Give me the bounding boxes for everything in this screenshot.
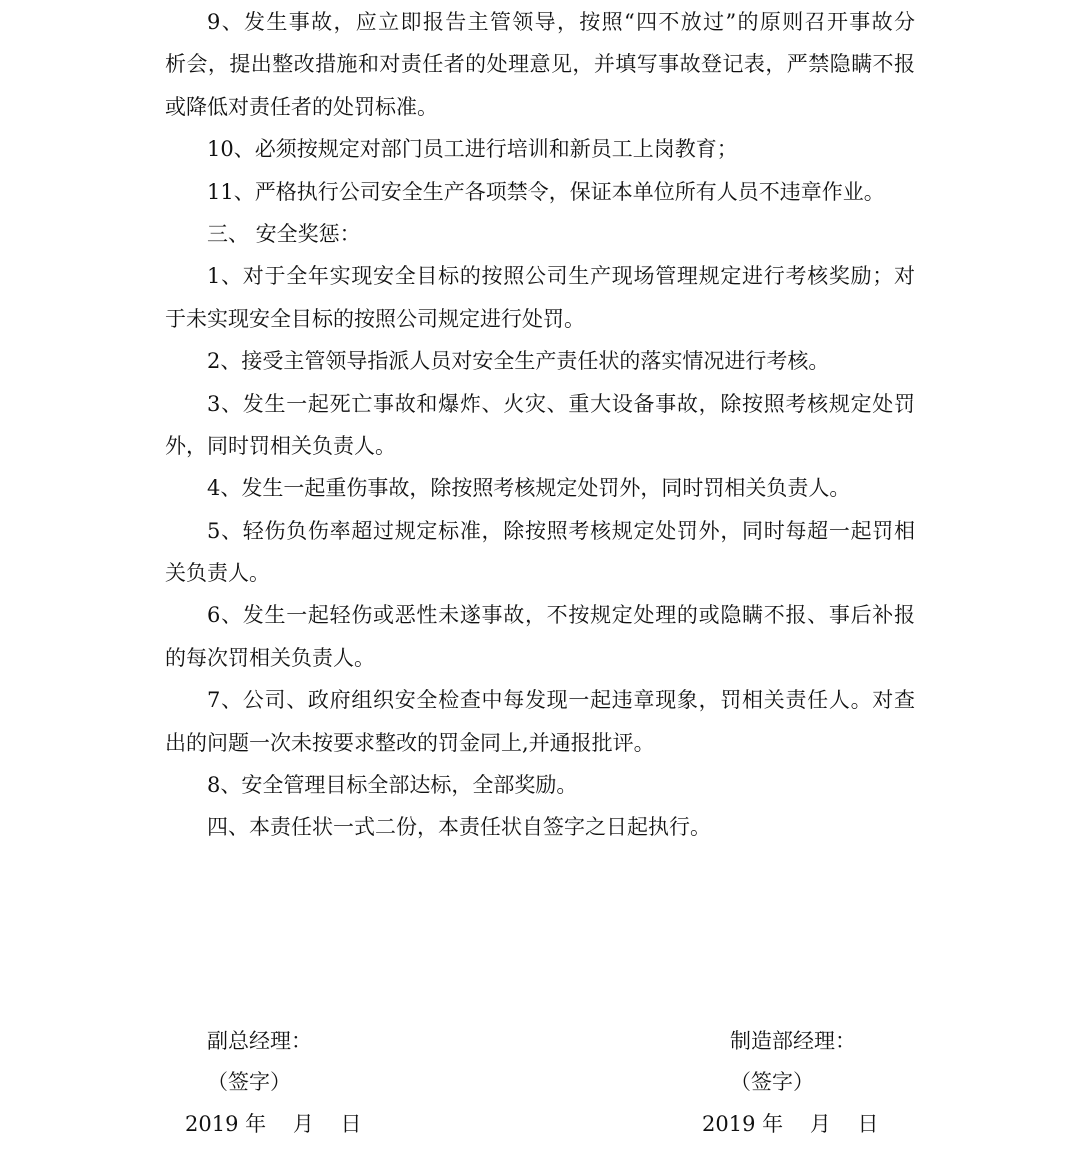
paragraph-line: 三、 安全奖惩： xyxy=(207,221,361,246)
paragraph-line: 11、严格执行公司安全生产各项禁令，保证本单位所有人员不违章作业。 xyxy=(207,179,885,204)
right-signer-title: 制造部经理： xyxy=(730,1029,856,1053)
paragraph xyxy=(165,174,915,216)
paragraph xyxy=(165,258,915,343)
paragraph-line: 4、发生一起重伤事故，除按照考核规定处罚外，同时罚相关负责人。 xyxy=(207,476,851,501)
paragraph-line: 四、本责任状一式二份，本责任状自签字之日起执行。 xyxy=(207,815,711,840)
document-body xyxy=(165,4,915,852)
paragraph xyxy=(165,809,915,851)
paragraph xyxy=(165,4,915,131)
left-date: 2019 年 月 日 xyxy=(185,1112,362,1136)
paragraph-line: 析会，提出整改措施和对责任者的处理意见，并填写事故登记表，严禁隐瞒不报 xyxy=(165,52,915,77)
paragraph-line: 5、轻伤负伤率超过规定标准，除按照考核规定处罚外，同时每超一起罚相 xyxy=(207,518,915,543)
left-signer-title: 副总经理： xyxy=(207,1029,312,1053)
paragraph xyxy=(165,216,915,258)
paragraph-line: 10、必须按规定对部门员工进行培训和新员工上岗教育； xyxy=(207,137,738,162)
paragraph-line: 关负责人。 xyxy=(165,561,270,586)
paragraph xyxy=(165,513,915,598)
paragraph-line: 1、对于全年实现安全目标的按照公司生产现场管理规定进行考核奖励；对 xyxy=(207,264,915,289)
paragraph xyxy=(165,470,915,512)
paragraph xyxy=(165,767,915,809)
paragraph-line: 的每次罚相关负责人。 xyxy=(165,645,375,670)
paragraph xyxy=(165,386,915,471)
paragraph-line: 3、发生一起死亡事故和爆炸、火灾、重大设备事故，除按照考核规定处罚 xyxy=(207,391,915,416)
paragraph-line: 出的问题一次未按要求整改的罚金同上,并通报批评。 xyxy=(165,730,655,755)
left-sign-label: （签字） xyxy=(207,1070,291,1094)
paragraph xyxy=(165,597,915,682)
paragraph xyxy=(165,682,915,767)
paragraph-line: 8、安全管理目标全部达标，全部奖励。 xyxy=(207,773,578,798)
paragraph xyxy=(165,131,915,173)
right-sign-label: （签字） xyxy=(730,1070,814,1094)
paragraph-line: 外，同时罚相关负责人。 xyxy=(165,433,396,458)
paragraph xyxy=(165,343,915,385)
paragraph-line: 2、接受主管领导指派人员对安全生产责任状的落实情况进行考核。 xyxy=(207,349,830,374)
paragraph-line: 或降低对责任者的处罚标准。 xyxy=(165,94,438,119)
paragraph-line: 7、公司、政府组织安全检查中每发现一起违章现象，罚相关责任人。对查 xyxy=(207,688,915,713)
paragraph-line: 6、发生一起轻伤或恶性未遂事故，不按规定处理的或隐瞒不报、事后补报 xyxy=(207,603,915,628)
paragraph-line: 于未实现安全目标的按照公司规定进行处罚。 xyxy=(165,306,585,331)
paragraph-line: 9、发生事故，应立即报告主管领导，按照“四不放过”的原则召开事故分 xyxy=(207,10,915,34)
right-date: 2019 年 月 日 xyxy=(702,1112,879,1136)
